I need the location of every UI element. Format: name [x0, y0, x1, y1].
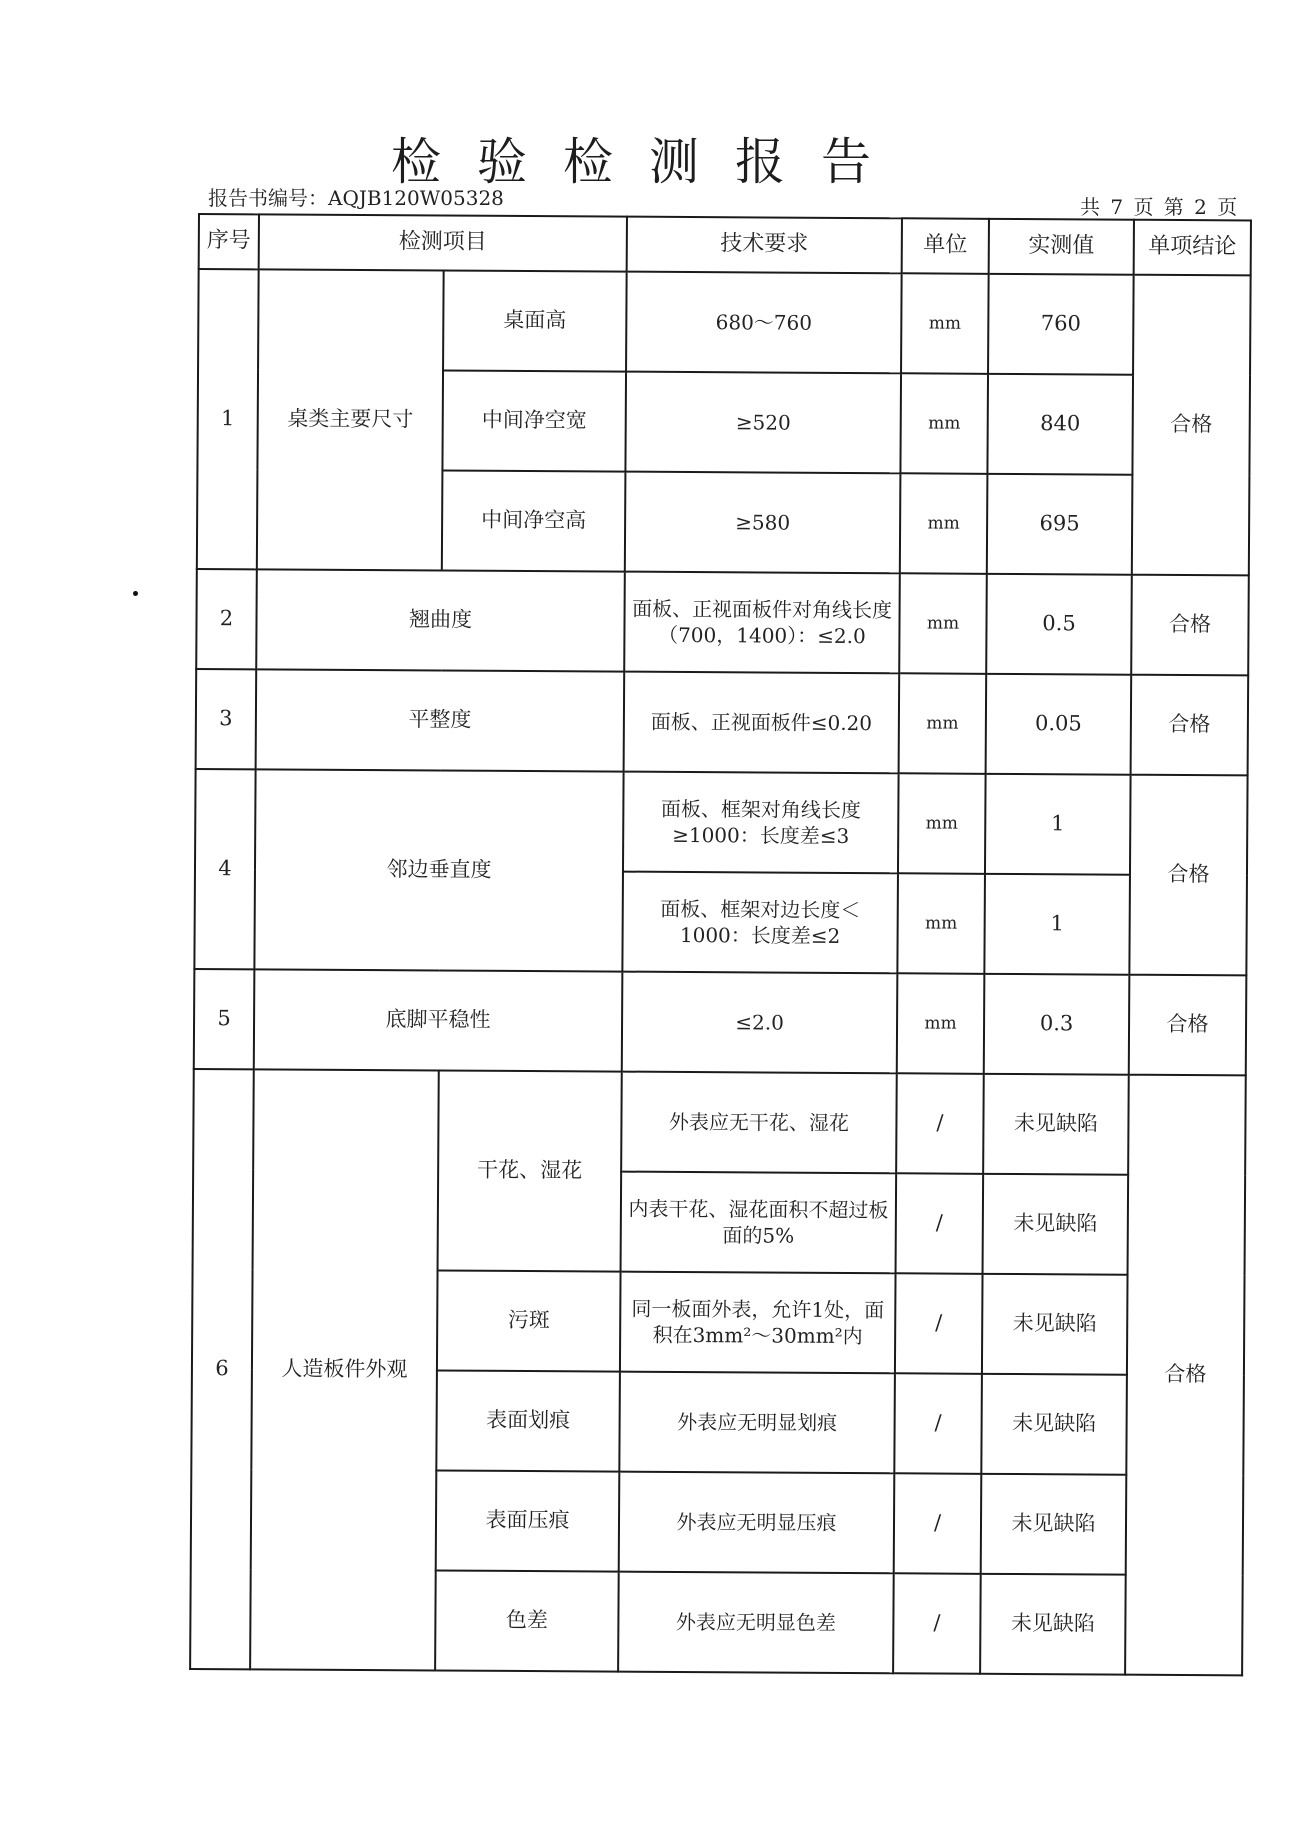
row-requirement: 面板、框架对边长度＜1000：长度差≤2	[622, 872, 898, 974]
row-requirement: 同一板面外表，允许1处，面积在3mm²～30mm²内	[620, 1272, 896, 1374]
row-unit: /	[896, 1073, 984, 1174]
row-unit: /	[895, 1273, 983, 1374]
row-subitem: 表面划痕	[436, 1370, 620, 1471]
row-value: 未见缺陷	[983, 1074, 1129, 1175]
row-unit: mm	[899, 573, 987, 674]
row-requirement: 面板、框架对角线长度≥1000：长度差≤3	[623, 772, 899, 874]
row-seq: 2	[196, 569, 257, 669]
row-requirement: 外表应无明显色差	[618, 1572, 894, 1674]
row-item: 邻边垂直度	[254, 769, 623, 971]
row-value: 840	[987, 374, 1133, 475]
row-unit: mm	[897, 973, 985, 1074]
row-requirement: ≥580	[625, 472, 901, 574]
row-seq: 3	[196, 669, 257, 769]
row-unit: mm	[901, 273, 989, 374]
table-row	[196, 569, 1249, 675]
row-value: 0.5	[986, 574, 1132, 675]
row-unit: /	[893, 1573, 981, 1674]
row-unit: /	[894, 1473, 982, 1574]
row-subitem: 色差	[435, 1570, 619, 1671]
row-requirement: 外表应无明显压痕	[619, 1472, 895, 1574]
row-value: 1	[984, 874, 1130, 975]
row-item: 底脚平稳性	[254, 969, 623, 1071]
row-item: 翘曲度	[256, 569, 625, 671]
row-conclusion: 合格	[1131, 675, 1249, 776]
row-seq: 1	[197, 269, 259, 569]
scan-speck	[133, 591, 138, 596]
row-value: 未见缺陷	[983, 1174, 1129, 1275]
row-item: 桌类主要尺寸	[257, 269, 444, 570]
row-requirement: 面板、正视面板件对角线长度（700，1400）：≤2.0	[624, 572, 900, 674]
row-value: 0.05	[986, 674, 1132, 775]
row-value: 0.3	[984, 974, 1130, 1075]
row-requirement: 内表干花、湿花面积不超过板面的5%	[621, 1172, 897, 1274]
row-subitem: 中间净空高	[442, 470, 626, 571]
row-conclusion: 合格	[1125, 1075, 1246, 1676]
row-unit: mm	[900, 373, 988, 474]
row-item: 人造板件外观	[250, 1069, 439, 1670]
table-header-row	[199, 214, 1251, 275]
row-unit: mm	[898, 773, 986, 874]
header-conclusion: 单项结论	[1134, 220, 1251, 276]
row-item: 平整度	[256, 669, 625, 771]
row-conclusion: 合格	[1129, 975, 1247, 1076]
header-requirement: 技术要求	[627, 217, 902, 274]
row-conclusion: 合格	[1129, 775, 1247, 976]
header-measured: 实测值	[989, 219, 1134, 275]
row-requirement: 外表应无明显划痕	[619, 1372, 895, 1474]
row-requirement: 外表应无干花、湿花	[621, 1072, 897, 1174]
header-item: 检测项目	[259, 214, 627, 271]
table-row	[196, 669, 1249, 775]
header-unit: 单位	[902, 218, 989, 274]
table-row	[193, 1069, 1246, 1175]
row-seq: 4	[194, 769, 255, 969]
row-conclusion: 合格	[1132, 275, 1251, 576]
report-number: 报告书编号：AQJB120W05328	[208, 186, 504, 210]
row-unit: /	[896, 1173, 984, 1274]
row-conclusion: 合格	[1131, 575, 1249, 676]
row-subitem: 污斑	[437, 1270, 621, 1371]
header-seq: 序号	[199, 214, 259, 269]
row-unit: mm	[897, 873, 985, 974]
row-unit: /	[894, 1373, 982, 1474]
row-subitem: 中间净空宽	[442, 370, 626, 471]
row-requirement: 面板、正视面板件≤0.20	[624, 672, 900, 774]
row-subitem: 桌面高	[443, 271, 627, 372]
row-value: 未见缺陷	[981, 1474, 1127, 1575]
row-requirement: 680～760	[626, 272, 902, 374]
row-value: 未见缺陷	[981, 1374, 1127, 1475]
row-value: 未见缺陷	[980, 1574, 1126, 1675]
row-seq: 5	[194, 969, 255, 1069]
row-value: 760	[988, 274, 1134, 375]
page-indicator: 共 7 页 第 2 页	[1080, 195, 1240, 219]
row-value: 695	[987, 474, 1133, 575]
row-seq: 6	[190, 1069, 254, 1669]
inspection-table	[189, 213, 1252, 1676]
row-unit: mm	[899, 673, 987, 774]
row-value: 未见缺陷	[982, 1274, 1128, 1375]
row-requirement: ≥520	[625, 372, 901, 474]
report-title: 检验检测报告	[391, 133, 907, 191]
row-subitem: 表面压痕	[436, 1470, 620, 1571]
row-value: 1	[985, 774, 1131, 875]
table-row	[195, 769, 1248, 875]
row-requirement: ≤2.0	[622, 972, 898, 1074]
table-row	[194, 969, 1247, 1075]
table-row	[198, 269, 1251, 375]
row-subitem: 干花、湿花	[438, 1070, 622, 1271]
row-unit: mm	[900, 473, 988, 574]
